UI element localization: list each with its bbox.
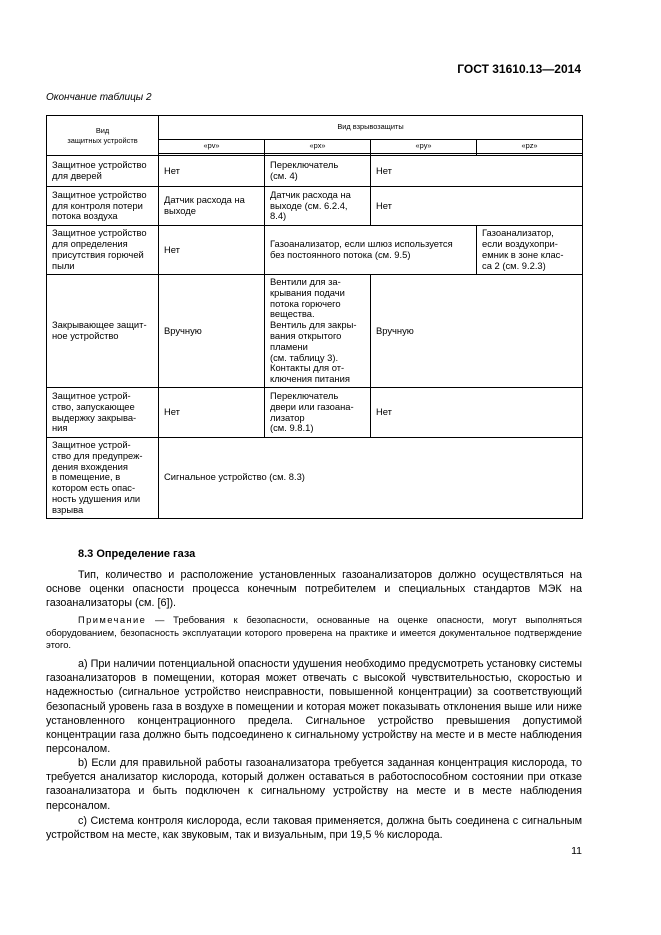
table-group-head: Вид взрывозащиты [159, 116, 583, 140]
table-row [47, 275, 583, 388]
cell-pv: Нет [159, 226, 265, 275]
cell-pv: Вручную [159, 275, 265, 388]
cell-pv: Датчик расхода на выходе [159, 187, 265, 226]
table-row [47, 156, 583, 187]
cell-all-types: Сигнальное устройство (см. 8.3) [159, 438, 583, 519]
cell-pv: Нет [159, 388, 265, 438]
paragraph-intro: Тип, количество и расположение установленных газоанализаторов должно осуществляться на основе оценки опасности процесса конечным потребителем и специальных стандартов МЭК на газоанализаторы (см. [6]). [46, 569, 582, 610]
paragraph-a: а) При наличии потенциальной опасности удушения необходимо предусмотреть установку системы газоанализаторов в помещении, которая может отвечать с высокой чувствительностью, скоростью и надежностью (сигнальное устройство неисправности, повышенной концентрации) за соответствующий безопасный уровень газа в воздухе в помещении и которая может показывать отклонения выше или ниже установленного концентрационного предела. Сигнальное устройство превышения допустимой концентрации газа должно быть подсоединено к сигнальному устройству на месте и в месте наблюдения персоналом. [46, 658, 582, 756]
cell-py-pz: Вручную [371, 275, 583, 388]
table-subhead-py: «py» [371, 140, 477, 154]
cell-py-pz: Нет [371, 156, 583, 187]
cell-device: Закрывающее защит- ное устройство [47, 275, 159, 388]
protection-table [46, 115, 583, 519]
table-subhead-pz: «pz» [477, 140, 583, 154]
cell-px: Переключатель двери или газоана- лизатор (см. 9.8.1) [265, 388, 371, 438]
cell-pz: Газоанализатор, если воздухопри- емник в зоне клас- са 2 (см. 9.2.3) [477, 226, 583, 275]
table-col-head-device: Вид защитных устройств [47, 116, 159, 156]
cell-device: Защитное устрой- ство, запускающее выдержку закрыва- ния [47, 388, 159, 438]
table-caption: Окончание таблицы 2 [46, 92, 152, 103]
cell-px: Переключатель (см. 4) [265, 156, 371, 187]
table-row [47, 226, 583, 275]
note-text: — Требования к безопасности, основанные на оценке опасности, могут выполняться оборудованием, безопасность эксплуатации которого проверена на практике и имеется документальное подтверждение этого. [46, 614, 582, 651]
note-label: Примечание [78, 614, 147, 625]
cell-device: Защитное устройство для определения присутствия горючей пыли [47, 226, 159, 275]
cell-px-py: Газоанализатор, если шлюз используется без постоянного потока (см. 9.5) [265, 226, 477, 275]
cell-py-pz: Нет [371, 388, 583, 438]
cell-device: Защитное устройство для дверей [47, 156, 159, 187]
cell-py-pz: Нет [371, 187, 583, 226]
table-subhead-pv: «pv» [159, 140, 265, 154]
note-paragraph [46, 614, 582, 652]
cell-px: Датчик расхода на выходе (см. 6.2.4, 8.4) [265, 187, 371, 226]
table-subhead-px: «px» [265, 140, 371, 154]
paragraph-c: с) Система контроля кислорода, если таковая применяется, должна быть соединена с сигнальным устройством на месте, как звуковым, так и визуальным, при 19,5 % кислорода. [46, 815, 582, 842]
table-row [47, 187, 583, 226]
paragraph-b: b) Если для правильной работы газоанализатора требуется заданная концентрация кислорода, то требуется анализатор кислорода, который должен оставаться в работоспособном состоянии при отказе газоанализатора и быть подключен к сигнальному устройству на месте и в месте наблюдения персоналом. [46, 757, 582, 812]
table-row [47, 388, 583, 438]
section-title: 8.3 Определение газа [78, 548, 196, 560]
cell-px: Вентили для за- крывания подачи потока горючего вещества. Вентиль для закры- вания открытого пламени (см. таблицу 3). Контакты для от- ключения питания [265, 275, 371, 388]
document-header: ГОСТ 31610.13—2014 [457, 62, 581, 76]
cell-device: Защитное устройство для контроля потери потока воздуха [47, 187, 159, 226]
cell-pv: Нет [159, 156, 265, 187]
table-row [47, 438, 583, 519]
page-number: 11 [571, 845, 582, 857]
cell-device: Защитное устрой- ство для предупреж- дения вхождения в помещение, в котором есть опас- ность удушения или взрыва [47, 438, 159, 519]
